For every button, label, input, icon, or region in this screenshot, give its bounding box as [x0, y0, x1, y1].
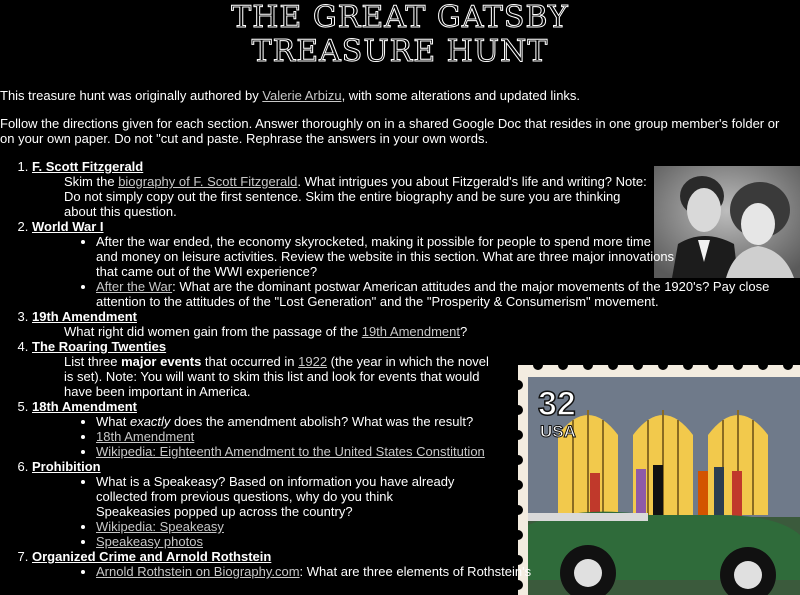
section-item [32, 339, 792, 399]
speakeasy-photos-link[interactable]: Speakeasy photos [96, 534, 203, 549]
section-bullets [32, 474, 792, 549]
section-task: Skim the biography of F. Scott Fitzgerald. What intrigues you about Fitzgerald's life and writing? Note: Do not simply copy out the first sentence. Skim the entire biography and be sure you are thinking about this question. [64, 174, 647, 219]
section-task: List three major events that occurred in 1922 (the year in which the novel is set). Note: You will want to skim this list and look for events that would have been important in America. [64, 354, 489, 399]
list-item [96, 429, 792, 444]
list-item: • After the War: What are the dominant postwar American attitudes and the major movements of the 1920's? Pay close attention to the attitudes of the "Lost Generation" and the "Prosperity & Consumerism" movement. [96, 279, 792, 309]
section-heading-link[interactable]: The Roaring Twenties [32, 339, 167, 354]
directions-paragraph: Follow the directions given for each section. Answer thoroughly on in a shared Google Doc that resides in one group member's folder or on your own paper. Do not "cut and paste. Rephrase the answers in your own words. [0, 116, 780, 146]
section-bullets [32, 564, 792, 579]
stamp-value: 32 [538, 385, 576, 423]
section-item [32, 309, 792, 339]
18th-amendment-link[interactable]: 18th Amendment [96, 429, 195, 444]
fitzgerald-bio-link[interactable]: biography of F. Scott Fitzgerald [118, 174, 298, 189]
section-heading-link[interactable]: Organized Crime and Arnold Rothstein [32, 549, 272, 564]
section-item [32, 459, 792, 549]
list-item [96, 444, 792, 459]
section-heading-link[interactable]: F. Scott Fitzgerald [32, 159, 144, 174]
intro-paragraph: This treasure hunt was originally authored by Valerie Arbizu, with some alterations and updated links. [0, 88, 581, 103]
list-item: • Arnold Rothstein on Biography.com: What are three elements of Rothstein's [96, 564, 536, 579]
rothstein-biography-link[interactable]: Arnold Rothstein on Biography.com [96, 564, 300, 579]
section-heading-link[interactable]: Prohibition [32, 459, 101, 474]
section-item [32, 159, 792, 219]
wikipedia-18th-amendment-link[interactable]: Wikipedia: Eighteenth Amendment to the United States Constitution [96, 444, 485, 459]
list-item: • What exactly does the amendment abolish? What was the result? [96, 414, 792, 429]
author-link[interactable]: Valerie Arbizu [262, 88, 342, 103]
section-heading-link[interactable]: 19th Amendment [32, 309, 137, 324]
stamp-country: USA [540, 422, 576, 441]
section-item [32, 399, 792, 459]
title-line-1: THE GREAT GATSBY [231, 0, 569, 35]
wikipedia-speakeasy-link[interactable]: Wikipedia: Speakeasy [96, 519, 224, 534]
list-item [96, 519, 792, 534]
section-task: What right did women gain from the passage of the 19th Amendment? [64, 324, 468, 339]
19th-amendment-link[interactable]: 19th Amendment [361, 324, 461, 339]
list-item: • After the war ended, the economy skyrocketed, making it possible for people to spend more time and money on leisure activities. Review the website in this section. What are three major innovations that came out of the WWI experience? [96, 234, 676, 279]
list-item: • What is a Speakeasy? Based on information you have already collected from previous questions, why do you think Speakeasies popped up across the country? [96, 474, 468, 519]
after-the-war-link[interactable]: After the War [96, 279, 173, 294]
section-item [32, 219, 792, 309]
list-item [96, 534, 792, 549]
page-title [0, 0, 800, 69]
1922-link[interactable]: 1922 [298, 354, 328, 369]
section-item [32, 549, 792, 579]
section-bullets [32, 414, 792, 459]
sections-list [0, 159, 792, 579]
section-heading-link[interactable]: 18th Amendment [32, 399, 137, 414]
section-bullets [32, 234, 792, 309]
title-line-2: TREASURE HUNT [251, 34, 549, 69]
section-heading-link[interactable]: World War I [32, 219, 104, 234]
